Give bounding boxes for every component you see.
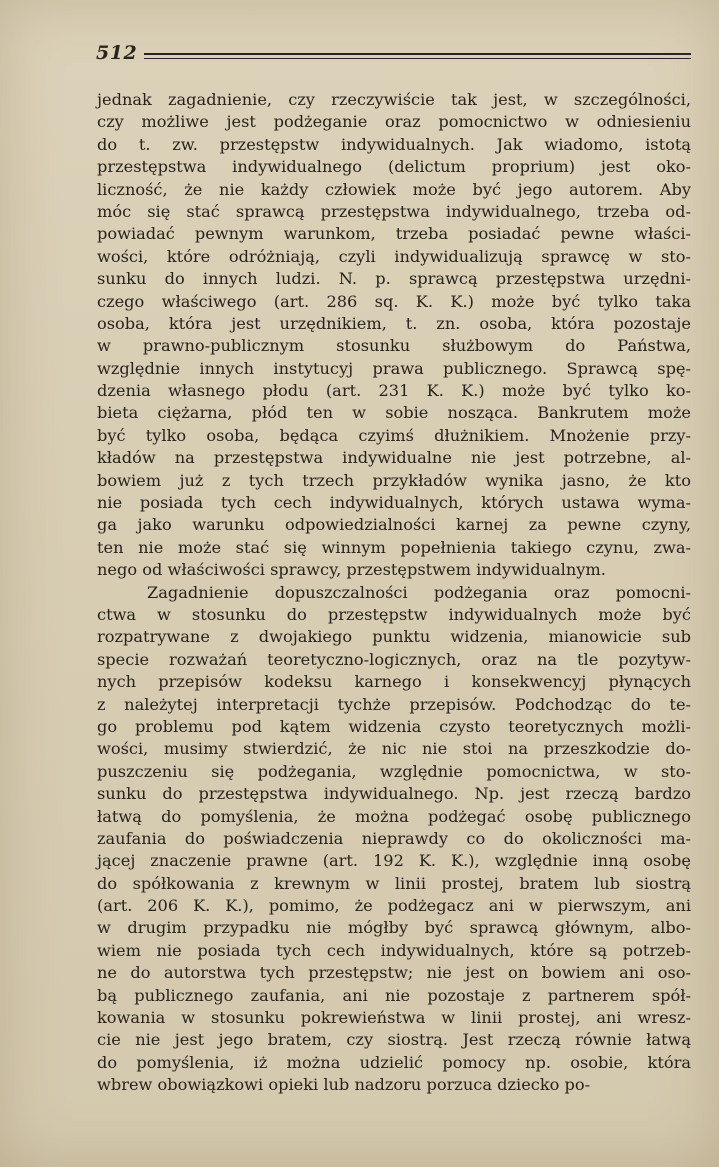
- text-line: wbrew obowiązkowi opieki lub nadzoru porzuca dziecko po-: [97, 1075, 591, 1095]
- text-line: nych przepisów kodeksu karnego i konsekwencyj płynących: [97, 672, 691, 692]
- text-line: czego właściwego (art. 286 sq. K. K.) może być tylko taka: [97, 291, 691, 311]
- page-header: [96, 40, 691, 72]
- text-line: do spółkowania z krewnym w linii prostej, bratem lub siostrą: [97, 873, 691, 893]
- text-line: wości, które odróżniają, czyli indywidualizują sprawcę w sto-: [97, 246, 691, 266]
- text-line: w prawno-publicznym stosunku służbowym do Państwa,: [97, 336, 691, 356]
- text-line: jącej znaczenie prawne (art. 192 K. K.), względnie inną osobę: [97, 851, 691, 871]
- text-line: liczność, że nie każdy człowiek może być jego autorem. Aby: [97, 179, 691, 199]
- text-line: być tylko osoba, będąca czyimś dłużnikiem. Mnożenie przy-: [97, 425, 691, 445]
- text-line: przestępstwa indywidualnego (delictum proprium) jest oko-: [97, 157, 691, 177]
- body-text: [97, 89, 691, 1097]
- text-line: go problemu pod kątem widzenia czysto teoretycznych możli-: [97, 716, 691, 736]
- text-line: nie posiada tych cech indywidualnych, których ustawa wyma-: [97, 493, 691, 513]
- text-line: bowiem już z tych trzech przykładów wynika jasno, że kto: [97, 470, 691, 490]
- text-line: w drugim przypadku nie mógłby być sprawcą głównym, albo-: [97, 918, 691, 938]
- text-line: bą publicznego zaufania, ani nie pozostaje z partnerem spół-: [97, 985, 691, 1005]
- text-line: cie nie jest jego bratem, czy siostrą. Jest rzeczą równie łatwą: [97, 1030, 691, 1050]
- text-line: sunku do przestępstwa indywidualnego. Np. jest rzeczą bardzo: [97, 784, 691, 804]
- text-line: bieta ciężarna, płód ten w sobie nosząca. Bankrutem może: [97, 403, 691, 423]
- text-line: puszczeniu się podżegania, względnie pomocnictwa, w sto-: [97, 761, 691, 781]
- text-line: wiem nie posiada tych cech indywidualnych, które są potrzeb-: [97, 940, 691, 960]
- header-rule: [144, 53, 691, 55]
- paragraph: [97, 582, 691, 1097]
- text-line: zaufania do poświadczenia nieprawdy co do okoliczności ma-: [97, 828, 691, 848]
- text-line: łatwą do pomyślenia, że można podżegać osobę publicznego: [97, 806, 691, 826]
- text-line: jednak zagadnienie, czy rzeczywiście tak jest, w szczególności,: [97, 90, 691, 109]
- text-line: czy możliwe jest podżeganie oraz pomocnictwo w odniesieniu: [97, 112, 691, 132]
- text-line: wości, musimy stwierdzić, że nic nie stoi na przeszkodzie do-: [97, 739, 691, 759]
- text-line: ne do autorstwa tych przestępstw; nie jest on bowiem ani oso-: [97, 963, 691, 983]
- text-line: względnie innych instytucyj prawa publicznego. Sprawcą spę-: [97, 358, 691, 378]
- text-line: rozpatrywane z dwojakiego punktu widzenia, mianowicie sub: [97, 627, 691, 647]
- header-rule: [144, 58, 691, 59]
- page-number: 512: [96, 42, 138, 64]
- text-line: dzenia własnego płodu (art. 231 K. K.) może być tylko ko-: [97, 381, 691, 401]
- text-line: sunku do innych ludzi. N. p. sprawcą przestępstwa urzędni-: [97, 269, 691, 289]
- text-line: kładów na przestępstwa indywidualne nie jest potrzebne, al-: [97, 448, 691, 468]
- text-line: do pomyślenia, iż można udzielić pomocy np. osobie, która: [97, 1052, 691, 1072]
- text-line: specie rozważań teoretyczno-logicznych, oraz na tle pozytyw-: [97, 649, 691, 669]
- text-line: nego od właściwości sprawcy, przestępstwem indywidualnym.: [97, 560, 606, 580]
- text-line: z należytej interpretacji tychże przepisów. Podchodząc do te-: [97, 694, 691, 714]
- paragraph: [97, 89, 691, 582]
- text-line: ctwa w stosunku do przestępstw indywidualnych może być: [97, 604, 691, 624]
- text-line: ten nie może stać się winnym popełnienia takiego czynu, zwa-: [97, 537, 691, 557]
- text-line: osoba, która jest urzędnikiem, t. zn. osoba, która pozostaje: [97, 313, 691, 333]
- text-line: do t. zw. przestępstw indywidualnych. Jak wiadomo, istotą: [97, 134, 691, 154]
- text-line: Zagadnienie dopuszczalności podżegania oraz pomocni-: [147, 582, 691, 602]
- text-line: (art. 206 K. K.), pomimo, że podżegacz ani w pierwszym, ani: [97, 896, 691, 916]
- text-line: móc się stać sprawcą przestępstwa indywidualnego, trzeba od-: [97, 201, 691, 221]
- text-line: powiadać pewnym warunkom, trzeba posiadać pewne właści-: [97, 224, 691, 244]
- text-line: ga jako warunku odpowiedzialności karnej za pewne czyny,: [97, 515, 691, 535]
- text-line: kowania w stosunku pokrewieństwa w linii prostej, ani wresz-: [97, 1008, 691, 1028]
